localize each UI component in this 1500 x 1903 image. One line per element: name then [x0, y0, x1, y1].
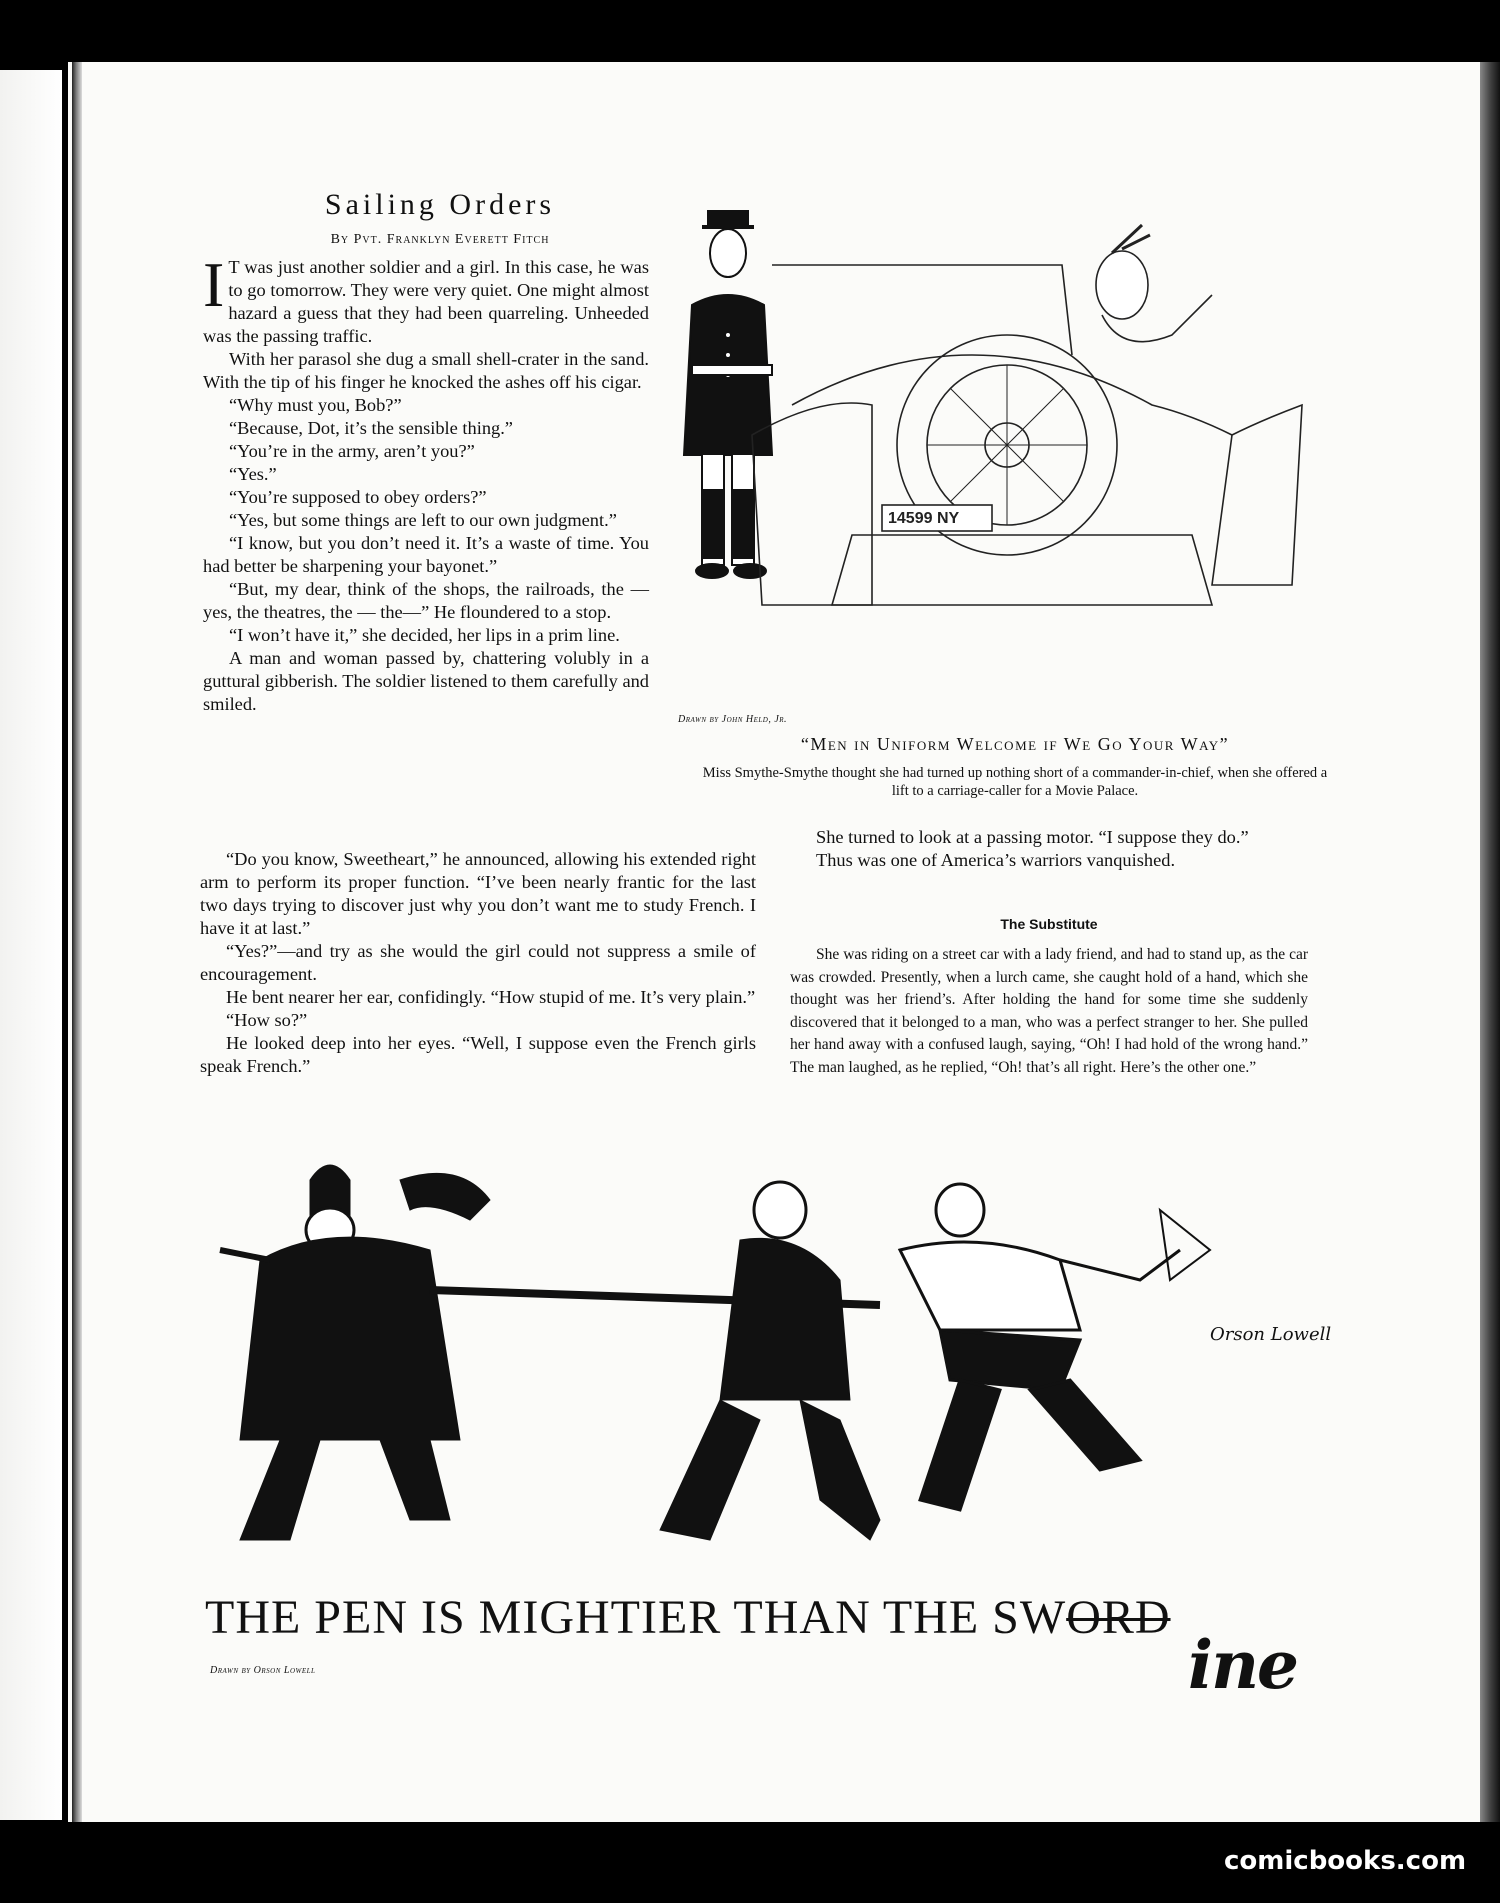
article-left-column: [203, 249, 649, 716]
dialogue-line: “How so?”: [226, 1010, 308, 1030]
dialogue-line: “You’re supposed to obey orders?”: [229, 487, 487, 507]
article-byline: By Pvt. Franklyn Everett Fitch: [330, 232, 550, 247]
bottom-illustration-credit: Drawn by Orson Lowell: [210, 1665, 316, 1676]
tug-of-war-illustration: [200, 1140, 1340, 1570]
dialogue-line: “Yes, but some things are left to our own judgment.”: [229, 510, 617, 530]
drop-cap: I: [203, 249, 225, 320]
top-illustration-subcaption: Miss Smythe-Smythe thought she had turned up nothing short of a commander-in-chief, when she offered a lift to a carriage-caller for a Movie Palace.: [702, 765, 1328, 799]
middle-figure: [660, 1182, 880, 1540]
motor-car: [672, 225, 1302, 705]
headline-struck-text: ORD: [1066, 1591, 1171, 1644]
filler-heading: The Substitute: [1000, 916, 1098, 932]
artist-signature: Orson Lowell: [1210, 1324, 1332, 1345]
headline-script-correction: ine: [1188, 1626, 1298, 1704]
article-paragraph: A man and woman passed by, chattering volubly in a guttural gibberish. The soldier listened to them carefully and smiled.: [203, 648, 649, 714]
dialogue-line: “I know, but you don’t need it. It’s a waste of time. You had better be sharpening your bayonet.”: [203, 533, 649, 576]
filler-text: She was riding on a street car with a lady friend, and had to stand up, as the car was crowded. Presently, when a lurch came, she caught hold of a hand, which she thought was her friend’s. After holding the hand for some time she suddenly discovered that it belonged to a man, who was a perfect stranger to her. She pulled her hand away with a confused laugh, saying, “Oh! I had hold of the wrong hand.” The man laughed, as he replied, “Oh! that’s all right. Here’s the other one.”: [790, 946, 1308, 1076]
article-paragraph: Thus was one of America’s warriors vanquished.: [816, 850, 1176, 870]
page-spine-shadow: [72, 62, 82, 1822]
license-plate-text: 14599 NY: [888, 510, 960, 527]
article-paragraph: With her parasol she dug a small shell-crater in the sand. With the tip of his finger he knocked the ashes off his cigar.: [203, 349, 649, 392]
article-title: Sailing Orders: [324, 188, 556, 221]
cartoon-headline: [205, 1590, 1345, 1645]
dialogue-line: He bent nearer her ear, confidingly. “How stupid of me. It’s very plain.”: [226, 987, 756, 1007]
headline-text: THE PEN IS MIGHTIER THAN THE SW: [205, 1591, 1067, 1644]
article-opening-paragraph: [203, 249, 649, 348]
filler-story: [790, 944, 1308, 1079]
right-figure: [900, 1184, 1210, 1510]
top-illustration-credit: Drawn by John Held, Jr.: [678, 714, 788, 725]
dialogue-line: “Yes.”: [229, 464, 277, 484]
dialogue-line: “Because, Dot, it’s the sensible thing.”: [229, 418, 513, 438]
article-right-column: [790, 826, 1308, 872]
dialogue-line: “Yes?”—and try as she would the girl could not suppress a smile of encouragement.: [200, 941, 756, 984]
article-paragraph: She turned to look at a passing motor. “I suppose they do.”: [816, 827, 1249, 847]
dialogue-line: “But, my dear, think of the shops, the railroads, the —yes, the theatres, the — the—” He floundered to a stop.: [203, 579, 649, 622]
site-watermark: comicbooks.com: [1224, 1846, 1467, 1876]
opening-line: T was just another soldier and a girl.: [228, 257, 500, 277]
kaiser-figure: [220, 1165, 490, 1540]
dialogue-line: He looked deep into her eyes. “Well, I suppose even the French girls speak French.”: [200, 1033, 756, 1076]
article-paragraph: In this case, he was to go tomorrow. They were very quiet. One might almost hazard a guess that they had been quarreling. Unheeded was the passing traffic.: [203, 257, 649, 346]
article-wide-column: [200, 848, 756, 1078]
facing-page-edge: [0, 70, 62, 1820]
dialogue-line: “I won’t have it,” she decided, her lips in a prim line.: [229, 625, 620, 645]
dialogue-line: “Why must you, Bob?”: [229, 395, 402, 415]
soldier-and-car-illustration: [672, 205, 1352, 720]
page-right-edge: [1480, 62, 1500, 1822]
top-illustration-caption: “Men in Uniform Welcome if We Go Your Way”: [800, 734, 1230, 754]
soldier-figure: [684, 211, 772, 578]
dialogue-line: “Do you know, Sweetheart,” he announced, allowing his extended right arm to perform its proper function. “I’ve been nearly frantic for the last two days trying to discover just why you don’t want me to study French. I have it at last.”: [200, 849, 756, 938]
dialogue-line: “You’re in the army, aren’t you?”: [229, 441, 475, 461]
